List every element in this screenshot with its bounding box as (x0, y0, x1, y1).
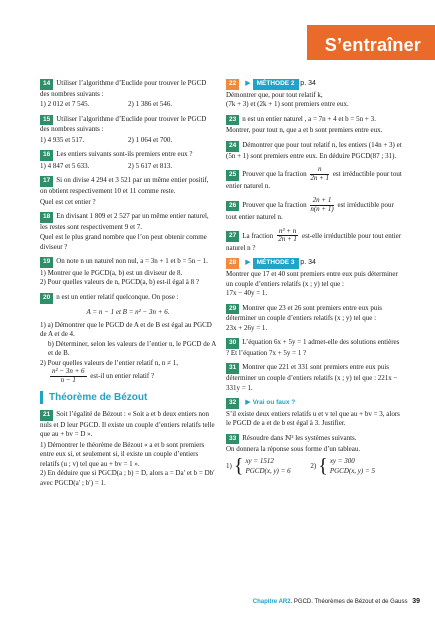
exercise-text: (7k + 3) et (2k + 1) sont premiers entre eux. (226, 100, 349, 109)
system-line: xy = 300 (329, 456, 355, 465)
exercise-item: b) Déterminer, selon les valeurs de l’entier n, le PGCD de A et de B. (48, 339, 216, 358)
fraction-numerator: n³ + n (278, 226, 297, 235)
exercise-question: Quel est le plus grand nombre que l’on peut obtenir comme diviseur ? (40, 233, 207, 251)
exercise-number: 17 (40, 176, 53, 187)
fraction-denominator: 2n + 1 (278, 235, 297, 244)
exercise-number: 15 (40, 115, 53, 126)
exercise-21 (40, 410, 216, 488)
system-label: 2) (310, 461, 317, 470)
exercise-number: 18 (40, 212, 53, 223)
equation: 23x + 26y = 1. (226, 323, 268, 332)
exercise-18 (40, 212, 216, 252)
exercise-item: 2) 1 386 et 546. (128, 100, 173, 109)
exercise-text: On note n un naturel non nul, a = 3n + 1 et b = 5n − 1. (56, 257, 208, 266)
fraction-denominator: 2n + 1 (310, 173, 330, 182)
exercise-text: Si on divise 4 294 et 3 521 par un même entier positif, on obtient respectivement 10 et 11 comme reste. (40, 176, 209, 196)
system-line: xy = 1512 (245, 456, 274, 465)
exercise-item: 2) Pour quelles valeurs de l’entier relatif n, n ≠ 1, (40, 358, 178, 367)
exercise-number: 29 (226, 304, 239, 315)
exercise-number: 21 (40, 410, 53, 421)
exercise-30 (226, 338, 404, 358)
exercise-text: En divisant 1 809 et 2 527 par un même entier naturel, les restes sont respectivement 9 et 7. (40, 212, 209, 231)
exercise-text: S’il existe deux entiers relatifs u et v tel que au + bv = 3, alors le PGCD de a et de b est égal à 3. Justifier. (226, 409, 400, 428)
footer-title: PGCD. Théorèmes de Bézout et de Gauss (293, 599, 408, 605)
exercise-15 (40, 115, 216, 146)
exercise-number: 24 (226, 141, 239, 152)
header-banner (307, 25, 435, 60)
exercise-19 (40, 257, 216, 288)
exercise-text: Montrer que 23 et 26 sont premiers entre eux puis déterminer un couple d’entiers relatifs (x ; y) tel que : (226, 303, 383, 323)
brace-icon: { (233, 455, 244, 478)
exercise-item: 1) a) Démontrer que le PGCD de A et de B est égal au PGCD de A et de 4. (40, 321, 212, 339)
exercise-item: 2) 5 617 et 813. (128, 162, 173, 171)
play-arrow-icon: ▶ (245, 258, 251, 267)
exercise-number: 19 (40, 257, 53, 268)
exercise-number: 30 (226, 338, 239, 349)
exercise-22 (226, 79, 404, 110)
exercise-number: 14 (40, 79, 53, 90)
exercise-number: 25 (226, 170, 239, 181)
formula: A = n − 1 et B = n² − 3n + 6. (86, 307, 170, 316)
equation: 17x − 40y = 1. (226, 289, 268, 298)
exercise-16 (40, 150, 216, 171)
exercise-item: 1) Démontrer le théorème de Bézout « a et b sont premiers entre eux si, et seulement si, il existe un couple d’entiers relatifs (u ; v) tel que au + bv = 1 ». (40, 440, 205, 468)
methode-badge[interactable]: MÉTHODE 2 (253, 79, 299, 90)
exercise-text: Les entiers suivants sont-ils premiers entre eux ? (56, 150, 193, 159)
fraction (310, 197, 333, 213)
exercise-number: 31 (226, 363, 239, 374)
exercise-item: 2) En déduire que si PGCD(a ; b) = D, alors a = Da′ et b = Db′ avec PGCD(a′ ; b′) = 1. (40, 469, 215, 487)
exercise-text: Résoudre dans ℕ² les systèmes suivants. (242, 433, 357, 442)
footer-chapter: Chapitre AR2. (252, 599, 293, 605)
exercise-28 (226, 258, 404, 298)
exercise-text: est irréductible pour tout entier naturel n. (226, 169, 402, 191)
exercise-number: 23 (226, 115, 239, 126)
fraction-numerator: n (310, 166, 329, 175)
exercise-text: est irréductible pour tout entier naturel n. (226, 200, 394, 222)
exercise-text: est-elle irréductible pour tout entier naturel n ? (226, 231, 402, 253)
exercise-23 (226, 115, 404, 136)
exercise-number: 27 (226, 231, 239, 242)
exercise-text: Démontrer que, pour tout relatif k, (226, 90, 323, 99)
system-line: PGCD(x, y) = 5 (329, 467, 375, 476)
system-line: PGCD(x, y) = 6 (245, 467, 291, 476)
fraction (50, 368, 87, 384)
fraction-line (40, 368, 216, 384)
exercise-text: n est un entier naturel , a = 7n + 4 et b = 5n + 3. (242, 114, 376, 123)
exercise-text: La fraction (242, 231, 274, 240)
exercise-33 (226, 434, 404, 477)
page-reference: p. 34 (300, 80, 316, 87)
exercise-number: 20 (40, 293, 53, 304)
exercise-29 (226, 304, 404, 334)
exercise-26 (226, 197, 404, 223)
page-footer (226, 597, 420, 606)
fraction (277, 228, 298, 244)
exercise-text: est-il un entier relatif ? (90, 372, 155, 381)
exercise-text: Montrer que 221 et 331 sont premiers entre eux puis déterminer un couple d’entiers relatifs (x ; y) tel que : 221x − 331y = 1. (226, 363, 398, 392)
exercise-text: Prouver que la fraction (242, 200, 307, 209)
exercise-number: 33 (226, 434, 239, 445)
exercise-item: 2) 1 064 et 700. (128, 135, 173, 144)
exercise-17 (40, 176, 216, 207)
exercise-item: 1) 2 012 et 7 545. (40, 100, 90, 109)
page-title: S’entraîner (324, 35, 421, 55)
system-label: 1) (226, 461, 232, 470)
exercise-text: Prouver que la fraction (242, 169, 307, 178)
exercise-question: Montrer, pour tout n, que a et b sont premiers entre eux. (226, 126, 383, 135)
exercise-text: Utiliser l’algorithme d’Euclide pour trouver le PGCD des nombres suivants : (40, 79, 207, 98)
exercise-number: 32 (226, 398, 239, 409)
exercise-text: Utiliser l’algorithme d’Euclide pour trouver le PGCD des nombres suivants : (40, 114, 207, 134)
page-header (0, 0, 435, 60)
exercise-item: 1) 4 935 et 517. (40, 135, 85, 144)
exercise-text: Démontrer que pour tout relatif n, les entiers (14n + 3) et (5n + 1) sont premiers entre eux. En déduire PGCD(87 ; 31). (226, 140, 402, 160)
system-2 (310, 456, 375, 477)
right-column (226, 79, 404, 482)
exercise-text: Soit l’égalité de Bézout : « Soit a et b deux entiers non nuls et D leur PGCD. Il existe un couple d’entiers relatifs telle que au + bv = D ». (40, 410, 215, 439)
exercise-31 (226, 363, 404, 393)
exercise-text: Montrer que 17 et 40 sont premiers entre eux puis déterminer un couple d’entiers relatifs (x ; y) tel que : (226, 270, 398, 288)
exercise-20 (40, 293, 216, 385)
exercise-25 (226, 166, 404, 192)
exercise-27 (226, 228, 404, 254)
system-1 (226, 456, 291, 477)
methode-badge[interactable]: MÉTHODE 3 (253, 258, 299, 269)
exercise-text: n est un entier relatif quelconque. On pose : (56, 292, 179, 301)
exercise-32 (226, 398, 404, 429)
play-arrow-icon: ▶ (245, 398, 251, 407)
exercise-item: 1) Montrer que le PGCD(a, b) est un diviseur de 8. (40, 268, 183, 277)
exercise-question: Quel est cet entier ? (40, 197, 96, 206)
exercise-14 (40, 79, 216, 110)
exercise-number: 26 (226, 201, 239, 212)
exercise-item: 2) Pour quelles valeurs de n, PGCD(a, b) est-il égal à 8 ? (40, 278, 200, 287)
true-false-label: Vrai ou faux ? (252, 399, 296, 407)
fraction-denominator: n(n + 1) (310, 204, 334, 213)
left-column (40, 79, 216, 493)
fraction-numerator: 2n + 1 (310, 197, 333, 206)
exercise-24 (226, 141, 404, 161)
exercise-text: L’équation 6x + 5y = 1 admet-elle des solutions entières ? Et l’équation 7x + 5y = 1 ? (226, 338, 400, 357)
page-reference: p. 34 (300, 259, 316, 267)
brace-icon: { (318, 455, 328, 478)
fraction-denominator: n − 1 (60, 375, 76, 384)
exercise-question: On donnera la réponse sous forme d’un tableau. (226, 445, 361, 454)
exercise-number: 16 (40, 150, 53, 161)
section-title: Théorème de Bézout (40, 391, 216, 405)
exercise-item: 1) 4 847 et 5 633. (40, 162, 90, 171)
systems-row (226, 456, 404, 477)
fraction-numerator: n² − 3n + 6 (52, 367, 85, 376)
fraction (310, 166, 329, 182)
exercise-number: 22 (226, 79, 239, 90)
page-number: 39 (412, 598, 420, 605)
exercise-number: 28 (226, 258, 239, 269)
play-arrow-icon: ▶ (245, 79, 251, 87)
